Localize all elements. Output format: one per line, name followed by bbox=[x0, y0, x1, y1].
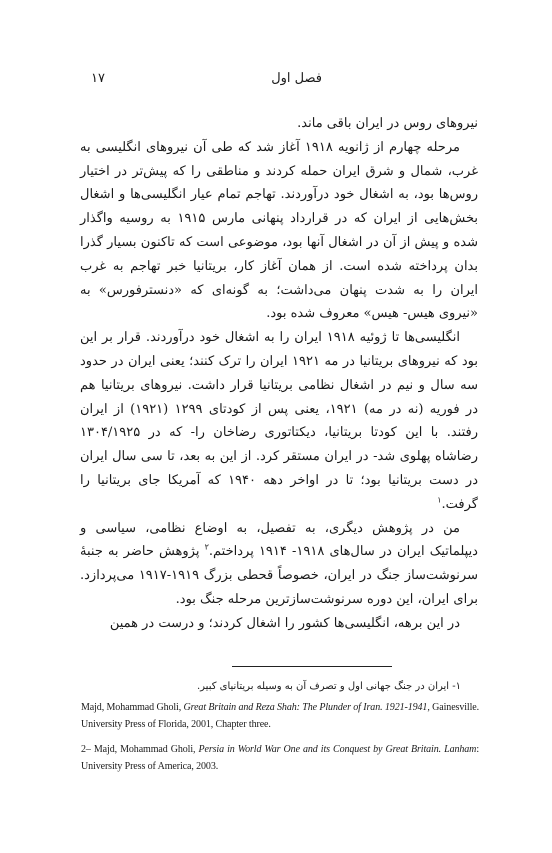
paragraph-4-text: من در پژوهش دیگری، به تفصیل، به اوضاع نظامی، سیاسی و دیپلماتیک ایران در سال‌های ۱۹۱۸- ۱۹۱۴ پرداختم. bbox=[80, 520, 478, 560]
footnote-1-persian: ۱- ایران در جنگ جهانی اول و تصرف آن به وسیله بریتانیای کبیر. bbox=[196, 681, 461, 692]
footnote-1-publisher: , Gainesville. University Press of Florida, 2001, Chapter three. bbox=[81, 702, 479, 730]
footnote-separator bbox=[232, 666, 392, 667]
footnote-2-citation bbox=[81, 741, 479, 775]
paragraph-5: در این برهه، انگلیسی‌ها کشور را اشغال کردند؛ و درست در همین bbox=[109, 615, 460, 631]
body-text bbox=[80, 112, 478, 636]
paragraph-2: مرحله چهارم از ژانویه ۱۹۱۸ آغاز شد که طی آن نیروهای انگلیسی به غرب، شمال و شرق ایران حمله کردند و مناطقی را که پیش‌تر در اختیار روس‌ها بود، به اشغال خود درآوردند. تهاجم تمام عیار انگلیسی‌ها و اشغال بخش‌هایی از ایران که در قرارداد پنهانی مارس ۱۹۱۵ به روسیه واگذار شده و پیش از آن در اشغال آنها بود، موضوعی است که تاکنون بسیار گذرا بدان پرداخته شده است. از همان آغاز کار، بریتانیا خبر تهاجم به غرب ایران را به شدت پنهان می‌داشت؛ به گونه‌ای که «دنسترفورس» به «نیروی هیس- هیس» معروف شده بود. bbox=[80, 139, 478, 322]
paragraph-1: نیروهای روس در ایران باقی ماند. bbox=[297, 116, 478, 131]
paragraph-4-rest: پژوهش حاضر به جنبهٔ سرنوشت‌ساز جنگ در ایران، خصوصاً قحطی بزرگ ۱۹۱۹-۱۹۱۷ می‌پردازد. برای ایران، این دوره سرنوشت‌سازترین مرحله جنگ بود. bbox=[80, 544, 478, 607]
chapter-title: فصل اول bbox=[271, 71, 322, 86]
paragraph-4 bbox=[80, 517, 478, 612]
footnote-ref-2: ۲ bbox=[204, 543, 209, 553]
footnote-2-title: Persia in World War One and its Conquest by Great Britain. Lanham bbox=[198, 744, 477, 755]
paragraph-3 bbox=[80, 326, 478, 516]
paragraph-3-text: انگلیسی‌ها تا ژوئیه ۱۹۱۸ ایران را به اشغال خود درآوردند. قرار بر این بود که نیروهای بریتانیا در مه ۱۹۲۱ ایران را ترک کنند؛ یعنی ایران در حدود سه سال و نیم در اشغال نظامی بریتانیا قرار داشت. نیروهای بریتانیا هم در فوریه (نه در مه) ۱۹۲۱، یعنی پس از کودتای ۱۲۹۹ (۱۹۲۱) از ایران رفتند. با این کودتا بریتانیا، دیکتاتوری رضاخان را- که در ۱۳۰۴/۱۹۲۵ رضاشاه پهلوی شد- در ایران مستقر کرد. از این به بعد، تا سی سال ایران در دست بریتانیا بود؛ تا در اواخر دهه ۱۹۴۰ که آمریکا جای بریتانیا را گرفت. bbox=[80, 330, 478, 512]
footnote-1-citation bbox=[81, 699, 479, 733]
footnote-2-author: 2– Majd, Mohammad Gholi, bbox=[81, 744, 199, 755]
footnote-ref-1: ۱ bbox=[437, 495, 442, 505]
page-number: ۱۷ bbox=[91, 71, 105, 86]
footnote-2-publisher: : University Press of America, 2003. bbox=[81, 744, 479, 772]
footnote-1-title: Great Britain and Reza Shah: The Plunder of Iran. 1921-1941 bbox=[183, 702, 428, 713]
footnote-1-author: Majd, Mohammad Gholi, bbox=[81, 702, 184, 713]
